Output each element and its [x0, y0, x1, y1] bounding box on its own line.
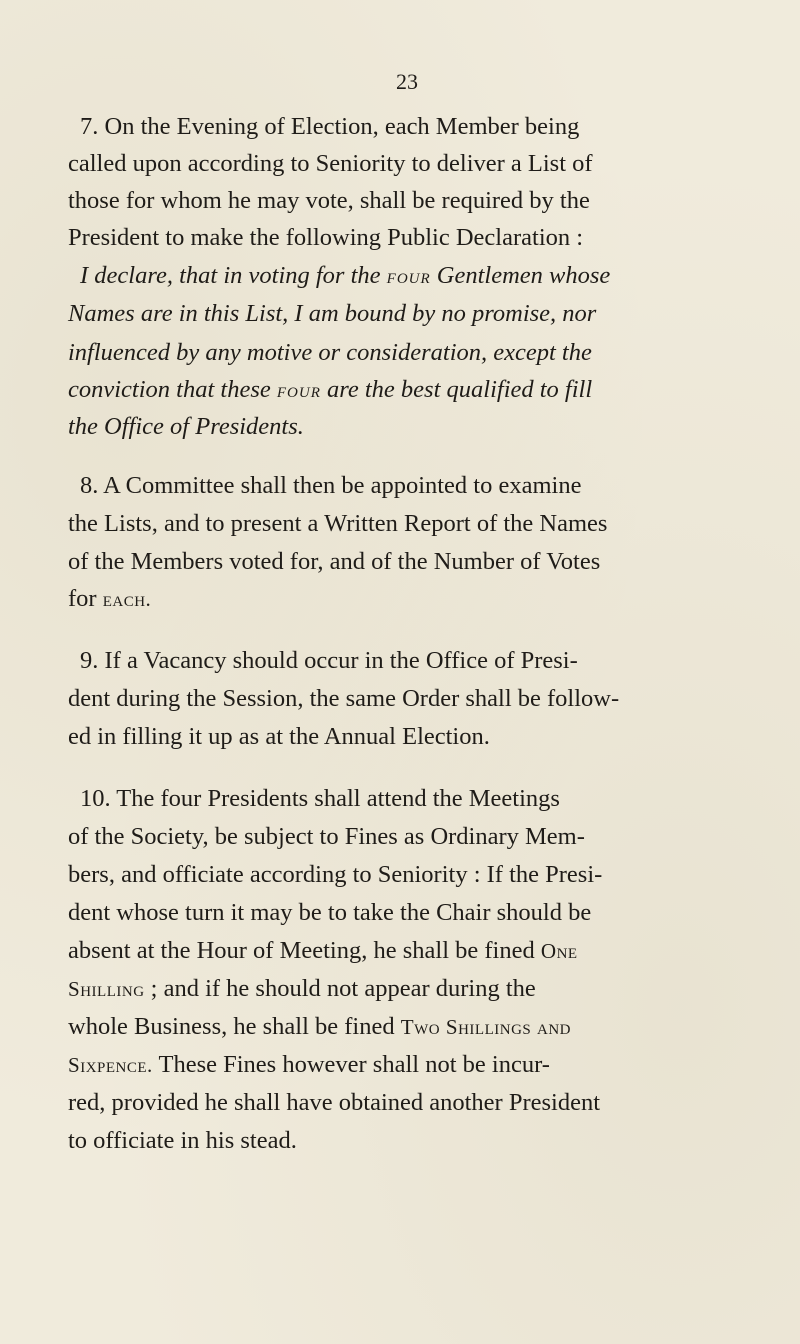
rule9-line-3: ed in filling it up as at the Annual Election.: [68, 723, 490, 750]
rule7-line-4: President to make the following Public Declaration :: [68, 224, 584, 251]
declaration-line-2: Names are in this List, I am bound by no promise, nor: [68, 300, 597, 327]
rule10-line-8: Sixpence. These Fines however shall not be incur-: [68, 1051, 550, 1078]
rule10-line-9: red, provided he shall have obtained another President: [68, 1089, 601, 1116]
rule7-line-3: those for whom he may vote, shall be required by the: [68, 187, 590, 214]
declaration-line-1: I declare, that in voting for the four Gentlemen whose: [80, 262, 611, 289]
rule10-line-4: dent whose turn it may be to take the Chair should be: [68, 899, 592, 926]
declaration-line-5: the Office of Presidents.: [68, 413, 304, 440]
declaration-line-4: conviction that these four are the best qualified to fill: [68, 376, 593, 403]
rule10-line-10: to officiate in his stead.: [68, 1127, 297, 1154]
rule10-line-3: bers, and officiate according to Seniority : If the Presi-: [68, 861, 603, 888]
rule10-line-2: of the Society, be subject to Fines as Ordinary Mem-: [68, 823, 585, 850]
rule8-line-1: 8. A Committee shall then be appointed to examine: [80, 472, 582, 499]
rule8-line-4: for each.: [68, 585, 152, 612]
rule10-line-5: absent at the Hour of Meeting, he shall be fined One: [68, 937, 578, 964]
rule10-line-7: whole Business, he shall be fined Two Shillings and: [68, 1013, 572, 1040]
rule10-line-1: 10. The four Presidents shall attend the Meetings: [80, 785, 560, 812]
page-number: 23: [396, 69, 418, 94]
rule9-line-1: 9. If a Vacancy should occur in the Office of Presi-: [80, 647, 578, 674]
rule7-line-1: 7. On the Evening of Election, each Member being: [80, 113, 580, 140]
rule8-line-3: of the Members voted for, and of the Number of Votes: [68, 548, 601, 575]
rule10-line-6: Shilling ; and if he should not appear during the: [68, 975, 536, 1002]
rule7-line-2: called upon according to Seniority to deliver a List of: [68, 150, 593, 177]
rule8-line-2: the Lists, and to present a Written Report of the Names: [68, 510, 608, 537]
declaration-line-3: influenced by any motive or consideration, except the: [68, 339, 592, 366]
rule9-line-2: dent during the Session, the same Order shall be follow-: [68, 685, 620, 712]
